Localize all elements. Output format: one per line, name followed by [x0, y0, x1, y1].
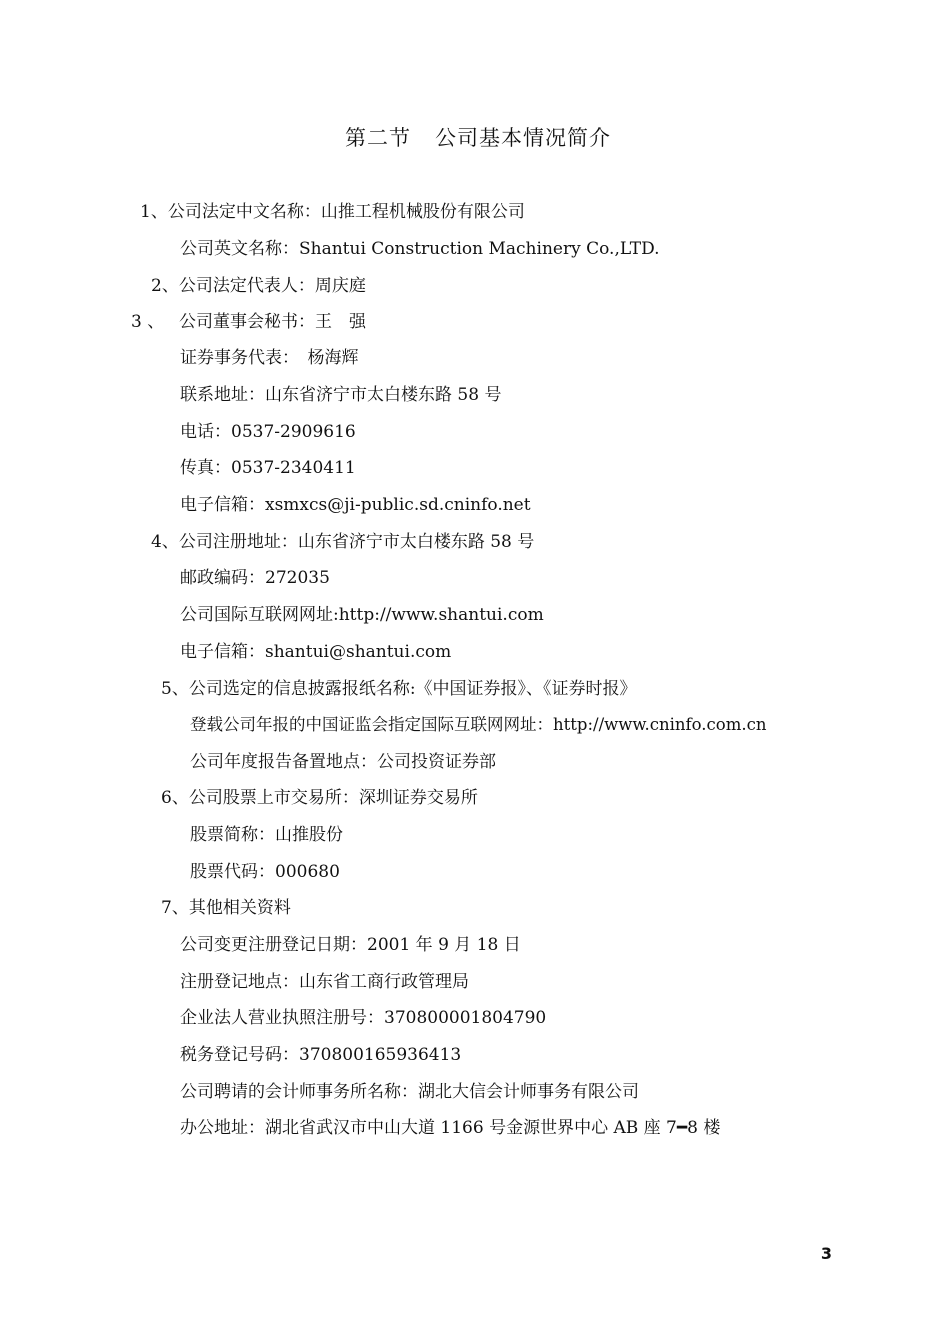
item-text: 传真：0537-2340411 [180, 458, 356, 478]
annual-report-location [190, 751, 496, 773]
item-text: 电话：0537-2909616 [180, 422, 356, 442]
item-7-other-info [161, 897, 291, 919]
item-text: 注册登记地点：山东省工商行政管理局 [180, 972, 469, 992]
item-text: 公司法定中文名称：山推工程机械股份有限公司 [167, 202, 525, 222]
page-number: 3 [820, 1244, 832, 1263]
item-text: 公司年度报告备置地点：公司投资证券部 [190, 752, 496, 772]
item-1-company-name-cn [140, 201, 525, 223]
accounting-firm-name [180, 1081, 639, 1103]
company-name-en [180, 238, 660, 260]
item-text: 企业法人营业执照注册号：370800001804790 [180, 1008, 547, 1028]
telephone [180, 421, 356, 443]
fax [180, 457, 356, 479]
registration-change-date [180, 934, 521, 956]
item-text: 电子信箱：xsmxcs@ji-public.sd.cninfo.net [180, 495, 531, 515]
item-text: 公司注册地址：山东省济宁市太白楼东路 58 号 [178, 532, 535, 552]
item-number: 7、 [161, 898, 189, 918]
registration-authority [180, 971, 469, 993]
item-text: 公司股票上市交易所：深圳证券交易所 [188, 788, 478, 808]
item-text: 公司法定代表人：周庆庭 [178, 276, 366, 296]
stock-short-name [190, 824, 343, 846]
item-text: 股票代码：000680 [190, 862, 340, 882]
contact-address [180, 384, 501, 406]
item-text: 证券事务代表： 杨海辉 [180, 348, 359, 368]
business-license-number [180, 1007, 546, 1029]
section-title [0, 122, 950, 152]
item-text: 电子信箱：shantui@shantui.com [180, 642, 452, 662]
email-secretary [180, 494, 531, 516]
item-4-registered-address [151, 531, 534, 553]
postal-code [180, 567, 330, 589]
item-5-disclosure-newspapers [161, 678, 637, 700]
website [180, 604, 544, 626]
item-text: 税务登记号码：370800165936413 [180, 1045, 462, 1065]
item-number: 4、 [151, 532, 179, 552]
securities-representative [180, 347, 359, 369]
item-3-board-secretary [131, 311, 366, 333]
stock-code [190, 861, 340, 883]
section-number: 第二节 [345, 126, 411, 150]
tax-registration-number [180, 1044, 461, 1066]
section-heading: 公司基本情况简介 [435, 126, 611, 150]
item-text: 联系地址：山东省济宁市太白楼东路 58 号 [180, 385, 502, 405]
item-text: 公司选定的信息披露报纸名称:《中国证券报》、《证券时报》 [188, 679, 637, 699]
item-text: 公司国际互联网网址:http://www.shantui.com [180, 605, 544, 625]
item-number: 1、 [140, 202, 168, 222]
item-text: 公司变更注册登记日期：2001 年 9 月 18 日 [180, 935, 521, 955]
accounting-firm-address [180, 1117, 720, 1139]
item-number: 6、 [161, 788, 189, 808]
item-number: 5、 [161, 679, 189, 699]
item-number: 2、 [151, 276, 179, 296]
email-company [180, 641, 451, 663]
item-text: 邮政编码：272035 [180, 568, 330, 588]
item-text: 公司聘请的会计师事务所名称：湖北大信会计师事务有限公司 [180, 1082, 639, 1102]
item-2-legal-representative [151, 275, 366, 297]
item-text: 其他相关资料 [188, 898, 291, 918]
annual-report-website [190, 714, 767, 736]
item-6-stock-exchange [161, 787, 478, 809]
item-text: 股票简称：山推股份 [190, 825, 343, 845]
item-text: 公司英文名称：Shantui Construction Machinery Co.,LTD. [180, 239, 660, 259]
item-text: 办公地址：湖北省武汉市中山大道 1166 号金源世界中心 AB 座 7━8 楼 [180, 1118, 721, 1138]
item-text: 公司董事会秘书：王 强 [179, 312, 366, 332]
item-number: 3 、 [131, 312, 165, 332]
item-text: 登载公司年报的中国证监会指定国际互联网网址：http://www.cninfo.com.cn [190, 715, 767, 734]
